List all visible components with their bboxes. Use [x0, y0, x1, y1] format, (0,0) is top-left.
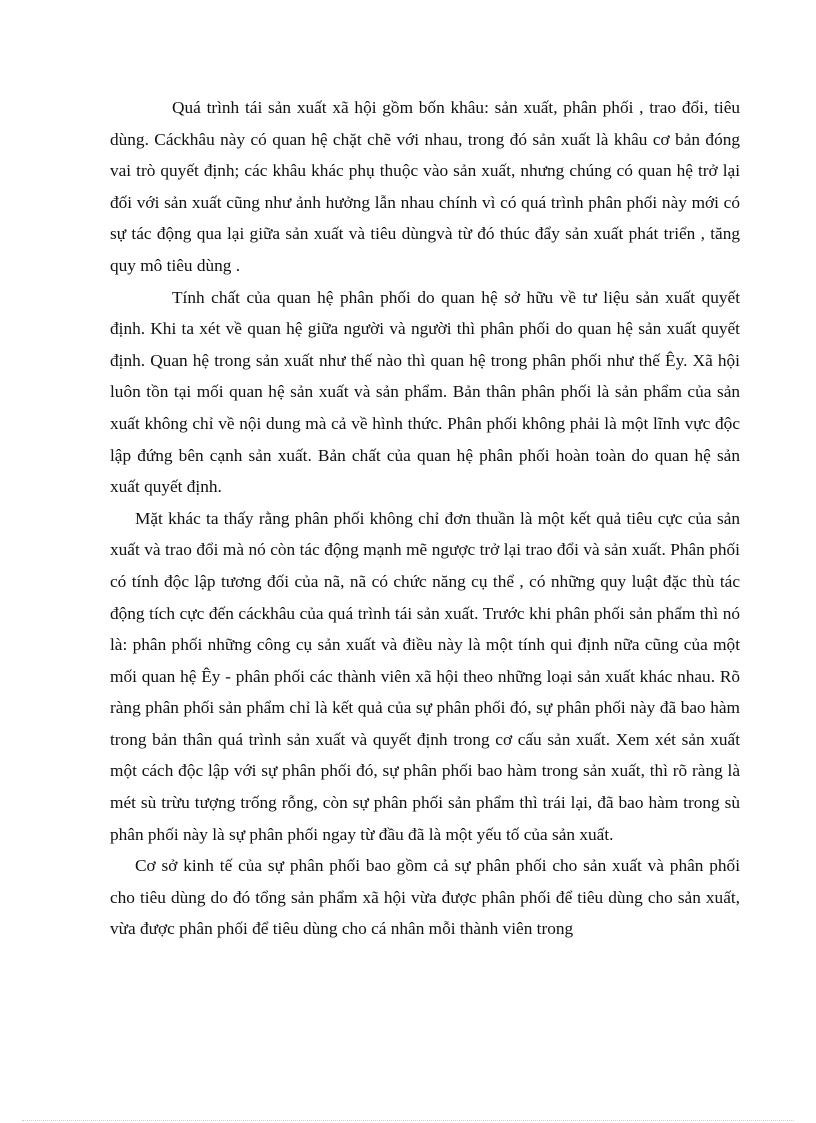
line: thân quá trình sản xuất và quyết định trong cơ cấu sản xuất. Xem xét sản xuất một [110, 729, 741, 781]
line: có quá trình phân phối này mới có sự tác động qua lại giữa sản xuất và tiêu [110, 192, 740, 244]
line: phối như thế Êy. Xã hội luôn tồn tại mối quan hệ sản xuất và sản phẩm. Bản thân [110, 350, 740, 402]
line: của sản xuất và trao đổi mà nó còn tác động mạnh mẽ ngược trở lại trao đổi và [110, 508, 741, 560]
paragraph-2 [110, 282, 740, 503]
line: phân phối là sản phẩm của sản xuất không chỉ về nội dung mà cả về hình thức. [110, 382, 741, 433]
line: điều này là một tính qui định nữa cũng của một mối quan hệ Êy - phân phối các [110, 635, 740, 686]
line: sản xuất. [552, 824, 614, 844]
line: Cơ sở kinh tế của sự phân phối bao gồm cả sự phân phối cho sản xuất và phân [135, 856, 704, 876]
line: sản xuất quyết định. Quan hệ trong sản xuất như thế nào thì quan hệ trong phân [110, 319, 740, 370]
line: dùngvà từ đó thúc đẩy sản xuất phát triển , tăng quy mô tiêu dùng . [110, 224, 740, 275]
paragraph-3 [110, 503, 740, 851]
line: Trước khi phân phối sản phẩm thì nó là: phân phối những công cụ sản xuất và [110, 603, 740, 655]
line: phẩm chỉ là kết quả của sự phân phối đó, sự phân phối này đã bao hàm trong bản [110, 698, 740, 749]
line: Phân phối không phải là một lĩnh vực độc lập đứng bên cạnh sản xuất. Bản chất [110, 413, 740, 465]
line: của quan hệ phân phối hoàn toàn do quan hệ sản xuất quyết định. [110, 445, 740, 497]
line: cách độc lập với sự phân phối đó, sự phân phối bao hàm trong sản xuất, thì rõ [141, 761, 688, 781]
line: Tính chất của quan hệ phân phối do quan hệ sở hữu về tư liệu sản xuất [172, 287, 696, 307]
body-text [110, 92, 740, 945]
line: Quá trình tái sản xuất xã hội gồm bốn khâu: sản xuất, phân phối , trao đổi, [172, 98, 709, 117]
paragraph-1 [110, 92, 740, 282]
page-bottom-rule [22, 1120, 794, 1121]
line: ràng là mét sù trừu tượng trống rỗng, còn sự phân phối sản phẩm thì trái lại, đã [110, 761, 741, 813]
line: Mặt khác ta thấy rằng phân phối không chỉ đơn thuần là một kết quả tiêu cực [135, 508, 683, 528]
line: chúng có quan hệ trở lại đối với sản xuất cũng như ảnh hưởng lẫn nhau chính vì [110, 161, 740, 212]
line: phối cho tiêu dùng do đó tổng sản phẩm xã hội vừa được phân phối để tiêu dùng [110, 856, 740, 907]
line: tiêu dùng. Cáckhâu này có quan hệ chặt chẽ với nhau, trong đó sản xuất là khâu [110, 98, 741, 149]
line: những quy luật đặc thù tác động tích cực đến cáckhâu của quá trình tái sản xuất. [110, 571, 740, 623]
line: sản xuất. Phân phối có tính độc lập tương đối của nã, nã có chức năng cụ thể , có [110, 540, 740, 591]
line: quyết định. Khi ta xét về quan hệ giữa người và người thì phân phối do quan hệ [110, 287, 741, 339]
line: bao hàm trong sù phân phối này là sự phân phối ngay từ đầu đã là một yếu tố của [110, 793, 740, 844]
paragraph-4 [110, 850, 740, 945]
line: cơ bản đóng vai trò quyết định; các khâu khác phụ thuộc vào sản xuất, nhưng [110, 129, 740, 181]
line: thành viên xã hội theo những loại sản xuất khác nhau. Rõ ràng phân phối sản [110, 666, 740, 718]
line: cho sản xuất, vừa được phân phối để tiêu dùng cho cá nhân mỗi thành viên trong [110, 887, 740, 939]
